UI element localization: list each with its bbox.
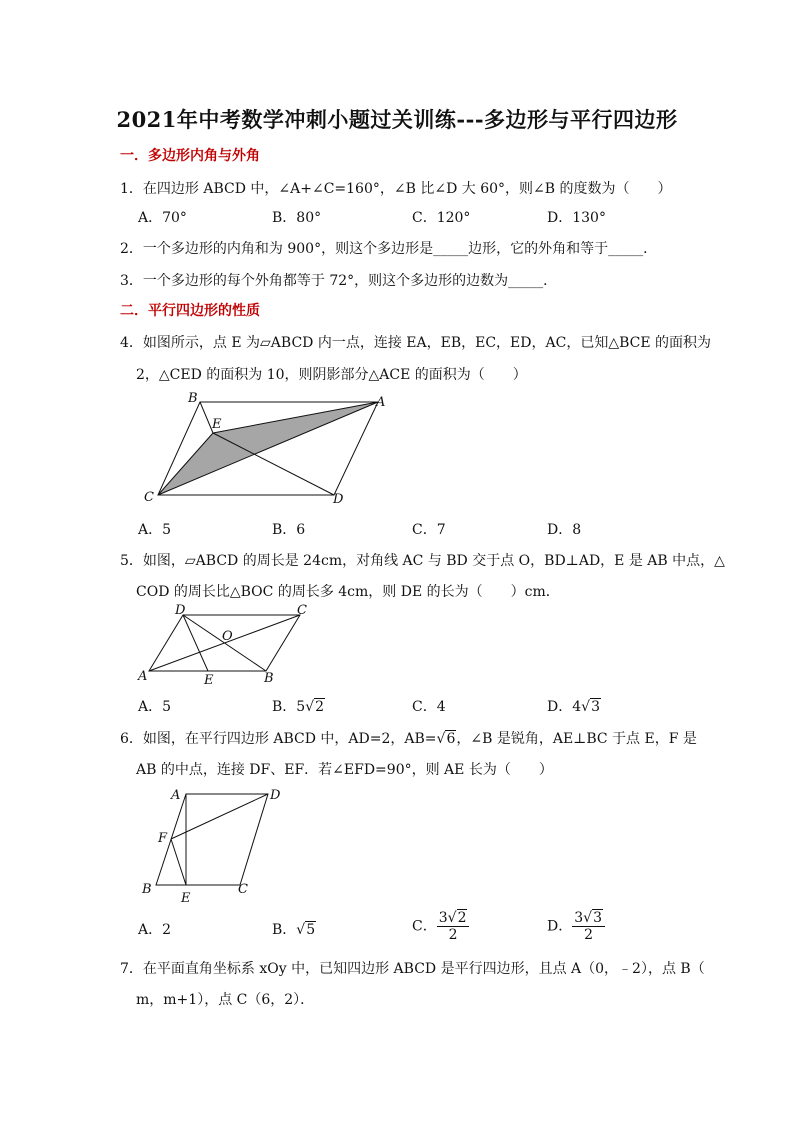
question-3-text: 3．一个多边形的每个外角都等于 72°，则这个多边形的边数为_____． [120, 273, 558, 289]
segment-ac [158, 402, 378, 495]
option-c [412, 910, 469, 943]
option-d-radicand: 3 [593, 910, 602, 926]
option-d-coef: 3 [574, 910, 584, 926]
question-5-options [138, 696, 738, 718]
question-4-line-1: 4．如图所示，点 E 为▱ABCD 内一点，连接 EA，EB，EC，ED，AC，已知△BCE 的面积为 [120, 335, 712, 351]
label-e: E [212, 417, 222, 432]
option-b-label: B．5 [272, 699, 306, 715]
section-heading-parallelogram: 二．平行四边形的性质 [120, 303, 260, 319]
label-a: A [376, 395, 386, 410]
option-b: B．6 [272, 522, 306, 538]
option-c-label: C． [412, 918, 437, 935]
option-d [547, 910, 605, 943]
label-a: A [138, 669, 148, 684]
option-a: A．5 [138, 699, 172, 715]
label-a: A [171, 788, 181, 803]
question-5-figure [134, 602, 324, 688]
label-e: E [181, 891, 191, 906]
question-6-line-1: 6．如图，在平行四边形 ABCD 中，AD=2，AB=√6，∠B 是锐角，AE⊥BC 于点 E，F 是 [120, 731, 697, 747]
option-b: B．√5 [272, 922, 316, 938]
label-c: C [297, 603, 307, 618]
question-6-options [138, 910, 738, 950]
option-b-radicand: 2 [315, 699, 325, 715]
question-2-text: 2．一个多边形的内角和为 900°，则这个多边形是_____边形，它的外角和等于_____． [120, 241, 658, 257]
label-d: D [270, 788, 281, 803]
option-b: B．5√2 [272, 699, 325, 715]
option-d-fraction: $\frac{3√3}{2}$ [572, 910, 605, 943]
option-c: C．4 [412, 699, 446, 715]
page-title: 2021年中考数学冲刺小题过关训练---多边形与平行四边形 [116, 107, 678, 132]
option-a: A．2 [138, 922, 172, 938]
label-c: C [144, 490, 154, 505]
question-6-figure [134, 782, 294, 906]
label-e: E [204, 673, 214, 688]
parallelogram-abcd [156, 794, 268, 885]
label-b: B [264, 671, 274, 686]
label-o: O [222, 629, 233, 644]
option-d: D．130° [547, 210, 606, 226]
question-1-options [138, 207, 738, 229]
question-6-line-1a: 6．如图，在平行四边形 ABCD 中，AD=2，AB= [120, 731, 437, 747]
option-a: A．70° [138, 210, 187, 226]
option-c-coef: 3 [438, 910, 448, 926]
option-b-label: B． [272, 922, 297, 938]
segment-ef [171, 839, 186, 885]
option-b: B．80° [272, 210, 322, 226]
section-heading-polygon-angles: 一．多边形内角与外角 [120, 148, 260, 164]
question-1-text: 1．在四边形 ABCD 中，∠A+∠C=160°，∠B 比∠D 大 60°，则∠B 的度数为（ ） [120, 181, 672, 197]
option-b-radicand: 5 [306, 922, 316, 938]
option-d-radicand: 3 [591, 699, 600, 715]
label-b: B [188, 391, 198, 406]
question-6-line-2: AB 的中点，连接 DF、EF．若∠EFD=90°，则 AE 长为（ ） [136, 762, 553, 778]
option-a: A．5 [138, 522, 172, 538]
option-d-label: D．4 [547, 699, 582, 715]
option-c-denominator: 2 [448, 927, 458, 943]
option-c: C．120° [412, 210, 471, 226]
option-c: C．7 [412, 522, 446, 538]
option-d-denominator: 2 [584, 927, 594, 943]
question-6-radicand: 6 [446, 731, 456, 747]
option-d: D．4√3 [547, 699, 600, 715]
question-4-figure [138, 388, 398, 510]
option-d-label: D． [547, 918, 573, 935]
label-f: F [158, 831, 168, 846]
question-7-line-2: m，m+1），点 C（6，2）． [136, 992, 315, 1008]
question-5-line-1: 5．如图，▱ABCD 的周长是 24cm，对角线 AC 与 BD 交于点 O，BD⊥AD，E 是 AB 中点，△ [120, 553, 725, 569]
option-c-radicand: 2 [457, 910, 467, 926]
question-5-line-2: COD 的周长比△BOC 的周长多 4cm，则 DE 的长为（ ）cm． [136, 584, 560, 600]
label-d: D [333, 492, 344, 507]
option-c-fraction: $\frac{3√2}{2}$ [437, 910, 470, 943]
question-7-line-1: 7．在平面直角坐标系 xOy 中，已知四边形 ABCD 是平行四边形，且点 A（0，﹣2），点 B（ [120, 961, 705, 977]
option-d: D．8 [547, 522, 582, 538]
question-4-line-2: 2，△CED 的面积为 10，则阴影部分△ACE 的面积为（ ） [136, 367, 527, 383]
label-d: D [175, 603, 186, 618]
label-b: B [142, 882, 152, 897]
question-4-options [138, 519, 738, 541]
label-c: C [238, 882, 248, 897]
question-6-line-1b: ，∠B 是锐角，AE⊥BC 于点 E，F 是 [456, 731, 697, 747]
